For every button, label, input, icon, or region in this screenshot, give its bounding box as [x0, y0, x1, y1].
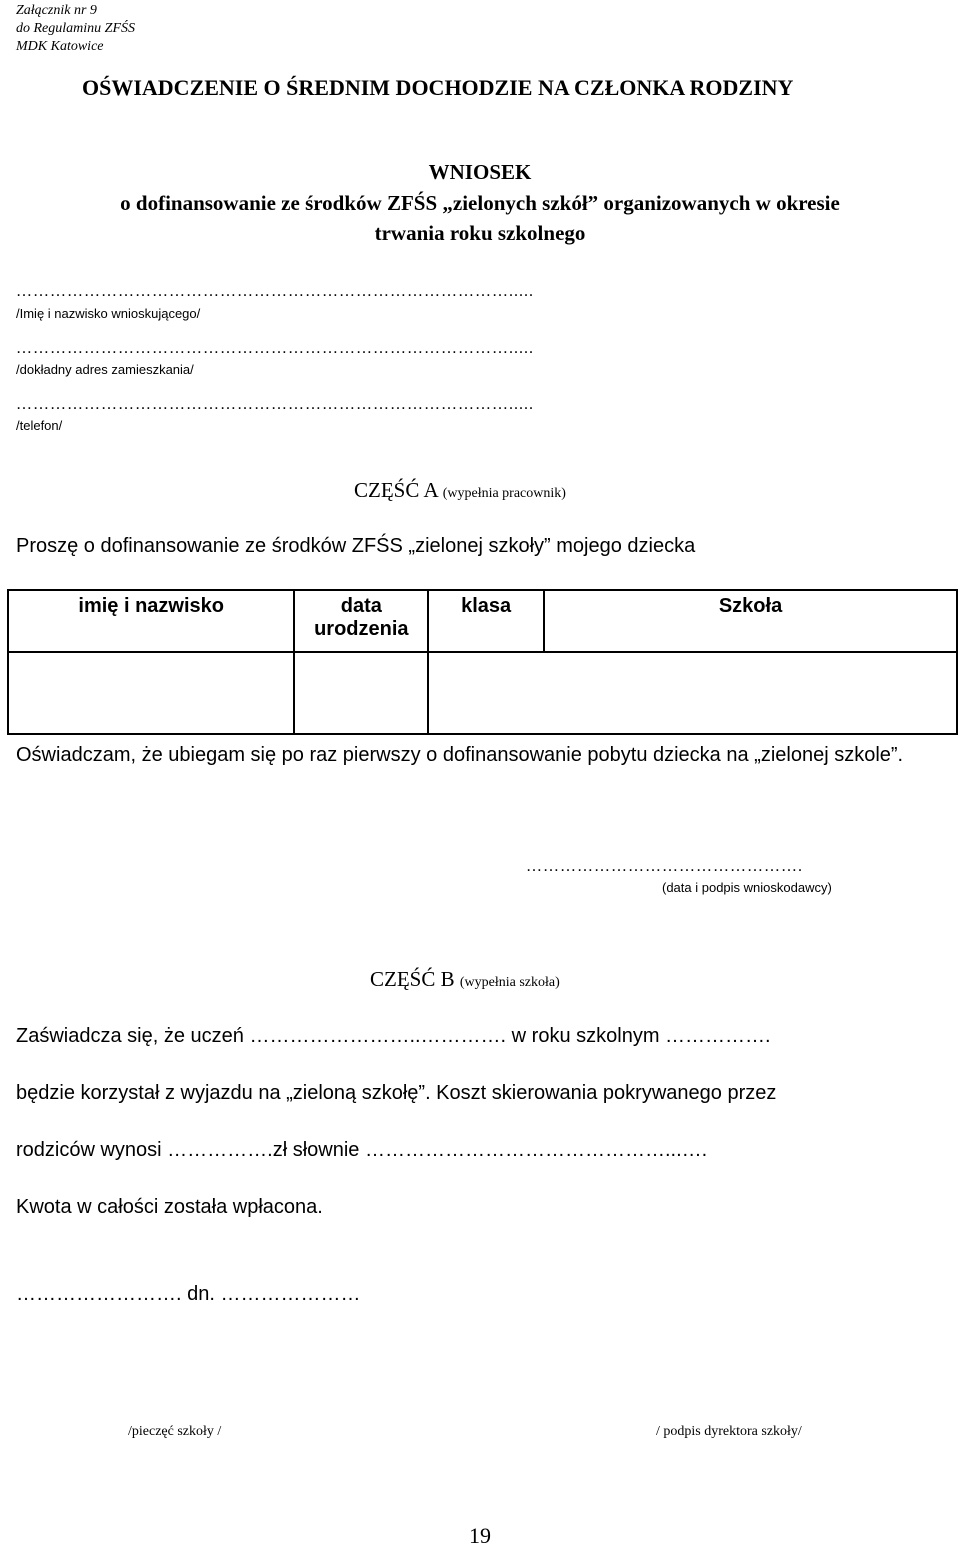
school-stamp-caption: /pieczęć szkoły / — [128, 1424, 222, 1439]
part-b-note: (wypełnia szkoła) — [459, 975, 560, 990]
cell-school[interactable] — [544, 652, 957, 734]
part-b-line3: rodziców wynosi …………….zł słownie ………………………………………...…. — [16, 1139, 708, 1161]
col-birthdate-line1: data — [340, 595, 382, 617]
attachment-note-line3: MDK Katowice — [16, 39, 104, 54]
col-birthdate-header — [294, 590, 428, 652]
col-class-header: klasa — [428, 590, 544, 652]
col-school-header: Szkoła — [544, 590, 957, 652]
applicant-signature-line[interactable]: …………………………………………. — [526, 858, 803, 875]
applicant-address-line[interactable]: ……………………………………………………………………………..... — [16, 340, 534, 357]
part-b-line2: będzie korzystał z wyjazdu na „zieloną szkołę”. Koszt skierowania pokrywanego przez — [16, 1082, 777, 1104]
wniosek-line1: o dofinansowanie ze środków ZFŚS „zielonych szkół” organizowanych w okresie — [120, 191, 840, 215]
col-name-header: imię i nazwisko — [8, 590, 294, 652]
wniosek-heading: WNIOSEK — [428, 160, 532, 184]
page-number: 19 — [469, 1523, 491, 1548]
cell-class[interactable] — [428, 652, 544, 734]
document-title: OŚWIADCZENIE O ŚREDNIM DOCHODZIE NA CZŁONKA RODZINY — [82, 75, 794, 100]
cell-name[interactable] — [8, 652, 294, 734]
applicant-phone-line[interactable]: ……………………………………………………………………………..... — [16, 396, 534, 413]
children-table — [7, 589, 958, 735]
date-line[interactable]: ……………………. dn. ………………… — [16, 1283, 361, 1305]
part-b-title: CZĘŚĆ B — [370, 967, 455, 991]
applicant-name-caption: /Imię i nazwisko wnioskującego/ — [16, 306, 201, 321]
table-row — [8, 652, 957, 734]
attachment-note — [16, 2, 135, 56]
applicant-signature-caption: (data i podpis wnioskodawcy) — [662, 880, 832, 895]
part-b-line1: Zaświadcza się, że uczeń ……………………..…………. w roku szkolnym ……………. — [16, 1025, 771, 1047]
attachment-note-line2: do Regulaminu ZFŚS — [16, 21, 135, 36]
attachment-note-line1: Załącznik nr 9 — [16, 3, 97, 18]
director-signature-caption: / podpis dyrektora szkoły/ — [656, 1424, 802, 1439]
applicant-name-line[interactable]: ……………………………………………………………………………..... — [16, 283, 534, 300]
part-a-note: (wypełnia pracownik) — [442, 486, 566, 501]
applicant-phone-caption: /telefon/ — [16, 418, 63, 433]
part-a-request: Proszę o dofinansowanie ze środków ZFŚS „zielonej szkoły” mojego dziecka — [16, 535, 696, 557]
part-b-line4: Kwota w całości została wpłacona. — [16, 1196, 323, 1218]
applicant-address-caption: /dokładny adres zamieszkania/ — [16, 362, 194, 377]
cell-birthdate[interactable] — [294, 652, 428, 734]
wniosek-line2: trwania roku szkolnego — [374, 221, 586, 245]
children-table-header — [8, 590, 957, 652]
part-a-title: CZĘŚĆ A — [354, 478, 438, 502]
part-b-heading — [370, 967, 560, 992]
col-birthdate-line2: urodzenia — [314, 618, 409, 640]
part-a-heading — [354, 478, 566, 503]
part-a-statement: Oświadczam, że ubiegam się po raz pierwszy o dofinansowanie pobytu dziecka na „zielonej szkole”. — [16, 744, 904, 766]
